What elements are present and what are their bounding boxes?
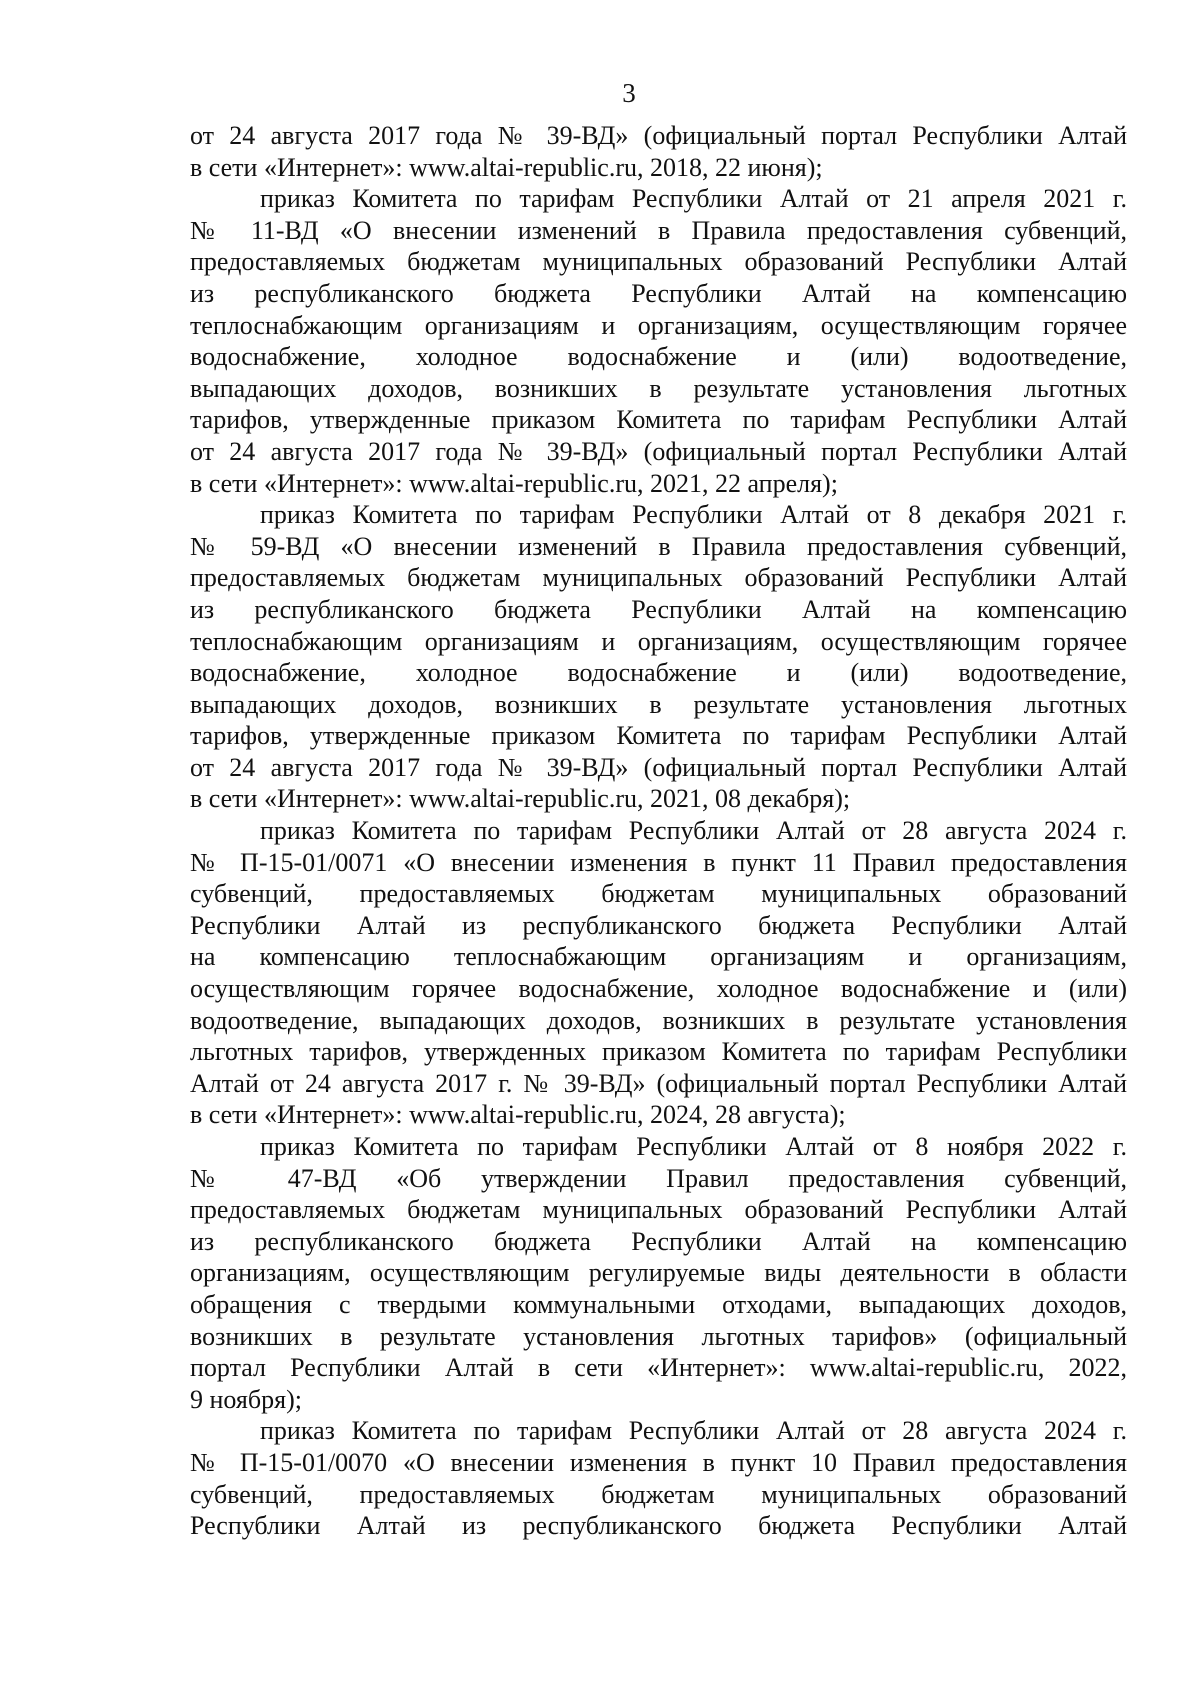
text-line: выпадающих доходов, возникших в результате установления льготных <box>190 373 1127 403</box>
paragraph <box>190 120 1127 183</box>
text-line: из республиканского бюджета Республики Алтай на компенсацию <box>190 1226 1127 1256</box>
text-line: Республики Алтай из республиканского бюджета Республики Алтай <box>190 1511 1127 1541</box>
text-line: льготных тарифов, утвержденных приказом Комитета по тарифам Республики <box>190 1037 1127 1067</box>
text-line: из республиканского бюджета Республики Алтай на компенсацию <box>190 594 1127 624</box>
page-number: 3 <box>622 78 636 108</box>
text-line: № 11-ВД «О внесении изменений в Правила предоставления субвенций, <box>190 215 1127 245</box>
text-line: от 24 августа 2017 года № 39-ВД» (официальный портал Республики Алтай <box>190 121 1127 150</box>
text-line: № 59-ВД «О внесении изменений в Правила предоставления субвенций, <box>190 531 1127 561</box>
text-line: 9 ноября); <box>190 1384 302 1414</box>
text-line: обращения с твердыми коммунальными отходами, выпадающих доходов, <box>190 1289 1127 1319</box>
paragraph <box>190 1415 1127 1541</box>
text-line: возникших в результате установления льготных тарифов» (официальный <box>190 1321 1127 1351</box>
text-line: Республики Алтай из республиканского бюджета Республики Алтай <box>190 910 1127 940</box>
text-line: в сети «Интернет»: www.altai-republic.ru, 2024, 28 августа); <box>190 1100 846 1130</box>
text-line: теплоснабжающим организациям и организациям, осуществляющим горячее <box>190 310 1127 340</box>
text-line: от 24 августа 2017 года № 39-ВД» (официальный портал Республики Алтай <box>190 436 1127 466</box>
text-line: предоставляемых бюджетам муниципальных образований Республики Алтай <box>190 247 1127 277</box>
text-line: водоотведение, выпадающих доходов, возникших в результате установления <box>190 1005 1127 1035</box>
text-line: приказ Комитета по тарифам Республики Алтай от 21 апреля 2021 г. <box>260 184 1127 214</box>
text-line: тарифов, утвержденные приказом Комитета по тарифам Республики Алтай <box>190 405 1127 435</box>
text-line: от 24 августа 2017 года № 39-ВД» (официальный портал Республики Алтай <box>190 752 1127 782</box>
text-line: осуществляющим горячее водоснабжение, холодное водоснабжение и (или) <box>190 974 1127 1004</box>
text-line: портал Республики Алтай в сети «Интернет»: www.altai-republic.ru, 2022, <box>190 1353 1127 1383</box>
text-line: тарифов, утвержденные приказом Комитета по тарифам Республики Алтай <box>190 721 1127 751</box>
text-line: предоставляемых бюджетам муниципальных образований Республики Алтай <box>190 563 1127 593</box>
text-line: № 47-ВД «Об утверждении Правил предоставления субвенций, <box>190 1163 1127 1193</box>
text-line: в сети «Интернет»: www.altai-republic.ru, 2021, 08 декабря); <box>190 784 851 814</box>
paragraph <box>190 499 1127 815</box>
text-line: водоснабжение, холодное водоснабжение и (или) водоотведение, <box>190 342 1127 372</box>
text-line: приказ Комитета по тарифам Республики Алтай от 8 декабря 2021 г. <box>260 500 1127 530</box>
paragraph <box>190 183 1127 499</box>
text-line: выпадающих доходов, возникших в результате установления льготных <box>190 689 1127 719</box>
text-line: субвенций, предоставляемых бюджетам муниципальных образований <box>190 879 1127 909</box>
text-line: в сети «Интернет»: www.altai-republic.ru, 2018, 22 июня); <box>190 152 823 182</box>
text-line: из республиканского бюджета Республики Алтай на компенсацию <box>190 278 1127 308</box>
text-line: водоснабжение, холодное водоснабжение и (или) водоотведение, <box>190 658 1127 688</box>
text-line: организациям, осуществляющим регулируемые виды деятельности в области <box>190 1258 1127 1288</box>
text-line: приказ Комитета по тарифам Республики Алтай от 8 ноября 2022 г. <box>260 1132 1127 1161</box>
paragraph <box>190 1131 1127 1415</box>
text-line: на компенсацию теплоснабжающим организациям и организациям, <box>190 942 1127 972</box>
paragraph <box>190 815 1127 1131</box>
text-line: Алтай от 24 августа 2017 г. № 39-ВД» (официальный портал Республики Алтай <box>190 1068 1127 1098</box>
text-line: № П-15-01/0071 «О внесении изменения в пункт 11 Правил предоставления <box>190 847 1127 877</box>
document-body <box>190 120 1127 1542</box>
text-line: в сети «Интернет»: www.altai-republic.ru, 2021, 22 апреля); <box>190 468 838 498</box>
text-line: субвенций, предоставляемых бюджетам муниципальных образований <box>190 1479 1127 1509</box>
text-line: приказ Комитета по тарифам Республики Алтай от 28 августа 2024 г. <box>260 1416 1127 1446</box>
text-line: № П-15-01/0070 «О внесении изменения в пункт 10 Правил предоставления <box>190 1447 1127 1477</box>
text-line: предоставляемых бюджетам муниципальных образований Республики Алтай <box>190 1195 1127 1225</box>
text-line: приказ Комитета по тарифам Республики Алтай от 28 августа 2024 г. <box>260 816 1127 846</box>
text-line: теплоснабжающим организациям и организациям, осуществляющим горячее <box>190 626 1127 656</box>
